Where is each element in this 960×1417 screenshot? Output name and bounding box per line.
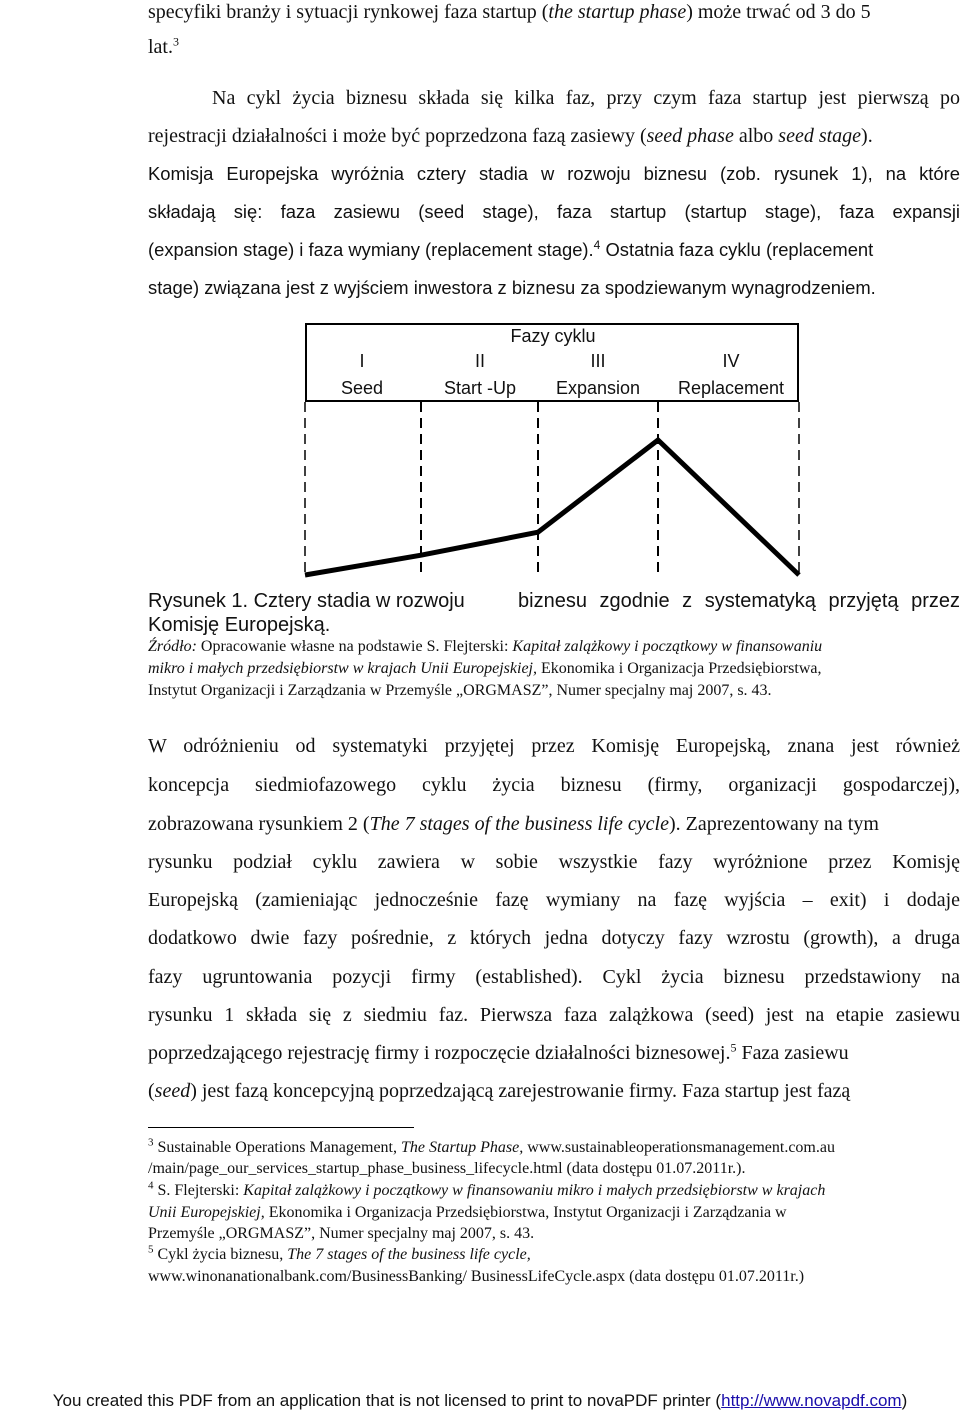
phase-label: Start -Up [443, 378, 517, 398]
novapdf-link[interactable]: http://www.novapdf.com [721, 1391, 902, 1410]
footnote: Unii Europejskiej, Ekonomika i Organizacja Przedsiębiorstwa, Instytut Organizacji i Zarządzania w [148, 1204, 787, 1221]
text-line: (seed) jest fazą koncepcyjną poprzedzającą zarejestrowanie firmy. Faza startup jest fazą [148, 1080, 851, 1102]
phase-label: Replacement [677, 378, 785, 398]
footnote-ref: 3 [173, 34, 179, 49]
text-line: stage) związana jest z wyjściem inwestora z biznesu za spodziewanym wynagrodzeniem. [148, 277, 876, 298]
text-line: zobrazowana rysunkiem 2 (The 7 stages of the business life cycle). Zaprezentowany na tym [148, 813, 879, 835]
text-line: rysunku podział cyklu zawiera w sobie wszystkie fazy wyróżnione przez Komisję [148, 851, 960, 873]
phase-label: Seed [340, 378, 384, 398]
phase-numeral: II [474, 351, 486, 371]
text-line: Komisja Europejska wyróżnia cztery stadia w rozwoju biznesu (zob. rysunek 1), na które [148, 163, 960, 184]
figure-caption: Komisję Europejską. [148, 614, 331, 636]
footnote: $^5$ Cykl życia biznesu, The 7 stages of the business life cycle, [148, 1243, 531, 1263]
text-line: W odróżnieniu od systematyki przyjętej przez Komisję Europejską, znana jest również [148, 735, 960, 757]
phase-numeral: IV [722, 351, 740, 371]
phase-numeral: I [359, 351, 365, 371]
footnote-ref: 5 [730, 1040, 737, 1055]
phase-label: Expansion [555, 378, 641, 398]
footnote: www.winonanationalbank.com/BusinessBanking/ BusinessLifeCycle.aspx (data dostępu 01.07.2011r.) [148, 1268, 805, 1285]
text-line: rysunku 1 składa się z siedmiu faz. Pierwsza faza zalążkowa (seed) jest na etapie zasiewu [148, 1004, 960, 1026]
phase-dividers [305, 402, 799, 573]
text-line: Europejską (zamieniając jednocześnie fazę wymiany na fazę wyjścia – exit) i dodaje [148, 889, 960, 911]
phase-numeral: III [590, 351, 606, 371]
text-line: (expansion stage) i faza wymiany (replacement stage).$^4$ Ostatnia faza cyklu (replacement [148, 237, 874, 260]
text-line: Na cykl życia biznesu składa się kilka faz, przy czym faza startup jest pierwszą po [212, 87, 960, 109]
footnote: $^4$ S. Flejterski: Kapitał zalążkowy i początkowy w finansowaniu mikro i małych przedsiębiorstw w krajach [148, 1179, 826, 1199]
figure-source: Instytut Organizacji i Zarządzania w Przemyśle „ORGMASZ”, Numer specjalny maj 2007, s. 43. [148, 682, 772, 699]
text-line: specyfiki branży i sytuacji rynkowej faza startup (the startup phase) może trwać od 3 do 5 [148, 1, 871, 23]
footnote: $^3$ Sustainable Operations Management, The Startup Phase, www.sustainableoperationsmanagement.com.au [148, 1136, 835, 1156]
figure-caption: Rysunek 1. Cztery stadia w rozwoju biznesu zgodnie z systematyką przyjętą przez [148, 590, 960, 612]
footnote: Przemyśle „ORGMASZ”, Numer specjalny maj 2007, s. 43. [148, 1225, 535, 1242]
lifecycle-curve [305, 440, 799, 575]
text-line: poprzedzającego rejestrację firmy i rozpoczęcie działalności biznesowej.$^5$ Faza zasiewu [148, 1040, 849, 1064]
text-line: składają się: faza zasiewu (seed stage), faza startup (startup stage), faza expansji [148, 201, 960, 222]
figure-source: mikro i małych przedsiębiorstw w krajach Unii Europejskiej, Ekonomika i Organizacja Przedsiębiorstwa, [148, 660, 822, 677]
text-line: dodatkowo dwie fazy pośrednie, z których jedna dotyczy fazy wzrostu (growth), a druga [148, 927, 960, 949]
figure-source: Źródło: Opracowanie własne na podstawie S. Flejterski: Kapitał zalążkowy i początkowy w finansowaniu [148, 638, 823, 655]
pdf-watermark: You created this PDF from an application that is not licensed to print to novaPDF printer (http://www.novapdf.com) [52, 1391, 908, 1410]
text-line: lat.$^3$ [148, 34, 179, 58]
footnote: /main/page_our_services_startup_phase_business_lifecycle.html (data dostępu 01.07.2011r.). [148, 1160, 746, 1177]
text-line: fazy ugruntowania pozycji firmy (established). Cykl życia biznesu przedstawiony na [148, 966, 960, 988]
text-line: rejestracji działalności i może być poprzedzona fazą zasiewy (seed phase albo seed stage). [148, 125, 873, 147]
text-line: koncepcja siedmiofazowego cyklu życia biznesu (firmy, organizacji gospodarczej), [148, 774, 960, 796]
figure-title: Fazy cyklu [510, 326, 596, 346]
footnote-separator [148, 1127, 414, 1128]
footnote-ref: 4 [593, 237, 601, 252]
